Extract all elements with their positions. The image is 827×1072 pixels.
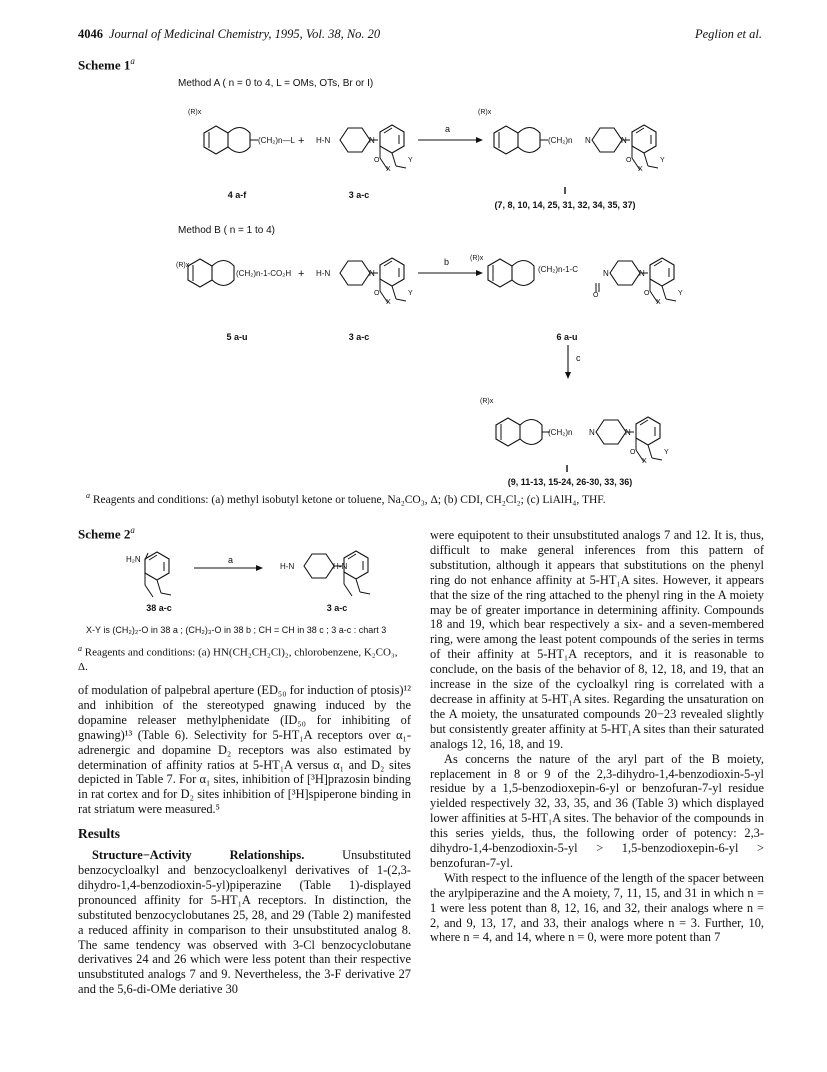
label-4af: 4 a-f [227,190,247,200]
scheme2-arrow-label: a [228,555,234,565]
ch2n1-co2h: (CH₂)n-1-CO₂H [236,269,292,278]
header-authors: Peglion et al. [695,27,762,41]
y-c: Y [664,449,669,456]
scheme2-label-3ac: 3 a-c [326,603,348,613]
ch2n-c: (CH₂)n [548,428,573,437]
left-para-1: of modulation of palpebral aperture (ED₅₀ for induction of ptosis)¹² and inhibition of the stereotyped gnawing induced by the dopamine releaser methylphenidate (ID₅₀ for inhibiting of gnawing)¹³ (Table 6). Selectivity for 5-HT₁A receptors over α₁-adrenergic and dopamine D₂ receptors was also estimated by determination of affinity ratios at 5-HT₁A versus α₁ and D₂ sites depicted in Table 7. For α₁ sites, inhibition of [³H]prazosin binding in rat cortex and for D₂ sites inhibition of [³H]spiperone binding in rat striatum were measured.⁵ [78,683,411,817]
n-b: N [369,269,375,278]
label-3ac-b: 3 a-c [348,332,370,342]
label-I-a: I [563,186,567,197]
rx-a2: (R)x [478,109,492,116]
h2n: H₂N [126,555,141,564]
o-b2: O [644,290,650,297]
right-para-3: With respect to the influence of the length of the spacer between the arylpiperazine and the A moiety, 7, 11, 15, and 31 in which n = 1 were less potent than 8, 12, 16, and 32, their analogs where n = 2, and 9, 13, 17, and 33, their analogs where n = 3. Further, 10, where n = 4, and 14, where n = 0, were more potent than 7 [430,870,764,945]
scheme2-hn: H-N [280,562,295,571]
right-para-2: As concerns the nature of the aryl part of the B moiety, replacement in 8 or 9 of the 2,3-dihydro-1,4-benzodioxin-5-yl residue by a 1,5-benzodioxepin-6-yl or benzofuran-7-yl residue yielded respectively 32, 33, 35, and 36 (Table 3) which displayed lower affinities at 5-HT₁A sites. The behavior of the compounds in this series yields, thus, the following order of potency: 2,3-dihydro-1,4-benzodioxin-5-yl > 1,5-benzodioxepin-6-yl > benzofuran-7-yl. [430,751,764,870]
hn-a: H-N [316,136,331,145]
arrow-c-label: c [576,353,581,363]
n-c2: N [625,428,631,437]
x-a: X [386,166,391,173]
n-c: N [589,428,595,437]
page-number: 4046 [78,27,103,41]
right-column [430,528,764,945]
rx-c: (R)x [480,398,494,405]
y-a2: Y [660,157,665,164]
ch2n-a: (CH₂)n [548,136,573,145]
n-a2: N [585,136,591,145]
x-a2: X [638,166,643,173]
scheme1-footnote: $^a$ Reagents and conditions: (a) methyl isobutyl ketone or toluene, Na₂CO₃, Δ; (b) CDI, CH₂Cl₂; (c) LiAlH₄, THF. [86,491,606,506]
x-b2: X [656,299,661,306]
label-I-b-list: (9, 11-13, 15-24, 26-30, 33, 36) [507,477,633,487]
y-b2: Y [678,290,683,297]
x-b: X [386,299,391,306]
rx-b1: (R)x [176,262,190,269]
scheme2-title: Scheme 2$^a$ [78,525,135,542]
right-para-1: were equipotent to their unsubstituted analogs 7 and 12. It is, thus, difficult to make general inferences from this pattern of substitution, although it appears that substitutions on the phenyl ring do not enhance affinity at 5-HT₁A sites. However, it appears that the size of the ring attached to the phenyl ring in the A moiety may be of greater importance in determining affinity. Compounds 18 and 19, which bear respectively a six- and a seven-membered ring, were among the least potent compounds of the series in terms of their affinity at 5-HT₁A receptors, and it is reasonable to conclude, on the basis of the behavior of 8, 12, 18, and 19, that an increase in the size of the cycloalkyl ring is correlated with a decrease in affinity at 5-HT₁A sites. Regarding the unsaturation on the A moiety, the unsaturated compounds 20−23 revealed slightly but consistently greater affinity at 5-HT₁A sites than their saturated analogs 12, 16, 18, and 19. [430,528,764,751]
y-a: Y [408,157,413,164]
left-para-2: Structure−Activity Relationships. Unsubstituted benzocycloalkyl and benzocycloalkenyl derivatives of 1-(2,3-dihydro-1,4-benzodioxin-5-yl)piperazine (Table 1)-displayed pronounced affinity for 5-HT₁A receptors. In distinction, the substituted benzocyclobutanes 25, 28, and 29 (Table 2) manifested a reduced affinity in comparison to their unsubstituted analog 8. The same tendency was observed with 3-Cl benzocyclobutane derivatives 24 and 26 which were less potent than their respective unsubstituted analogs 7 and 9. Nevertheless, the 3-F derivative 27 and the 5,6-di-OMe deriative 30 [78,848,411,997]
rx-a1: (R)x [188,109,202,116]
arrow-b-label: b [444,257,450,267]
rx-b2: (R)x [470,255,484,262]
n-b3: N [639,269,645,278]
arrow-a-label: a [445,124,451,134]
plus-a: + [298,135,305,147]
sar-heading: Structure−Activity Relationships. [92,848,305,863]
hn-b: H-N [316,269,331,278]
plus-b: + [298,268,305,280]
ch2n1-c: (CH₂)n-1-C [538,265,578,274]
o-c: O [630,449,636,456]
y-b: Y [408,290,413,297]
o-a: O [374,157,380,164]
ch2n-l: (CH₂)n—L [258,136,295,145]
o-dbl: O [593,292,599,299]
left-column [78,683,411,997]
journal-citation: Journal of Medicinal Chemistry, 1995, Vol. 38, No. 20 [109,27,381,41]
label-I-a-list: (7, 8, 10, 14, 25, 31, 32, 34, 35, 37) [494,200,636,210]
scheme2-n: H-N [333,562,348,571]
method-a-label: Method A ( n = 0 to 4, L = OMs, OTs, Br or I) [178,78,374,89]
scheme1-title: Scheme 1$^a$ [78,56,135,73]
o-a2: O [626,157,632,164]
o-b: O [374,290,380,297]
n-b2: N [603,269,609,278]
n-a: N [369,136,375,145]
label-6au: 6 a-u [556,332,578,342]
results-heading: Results [78,826,121,842]
label-5au: 5 a-u [226,332,248,342]
x-c: X [642,458,647,465]
scheme2-xy-definition: X-Y is (CH₂)₂-O in 38 a ; (CH₂)₃-O in 38 b ; CH = CH in 38 c ; 3 a-c : chart 3 [86,625,387,635]
scheme2-footnote: $^a$ Reagents and conditions: (a) HN(CH₂CH₂Cl)₂, chlorobenzene, K₂CO₃, Δ. [78,644,398,673]
method-b-label: Method B ( n = 1 to 4) [178,225,275,236]
scheme2-label-38ac: 38 a-c [146,603,172,613]
label-3ac-a: 3 a-c [348,190,370,200]
n-a3: N [621,136,627,145]
label-I-b: I [565,464,569,475]
